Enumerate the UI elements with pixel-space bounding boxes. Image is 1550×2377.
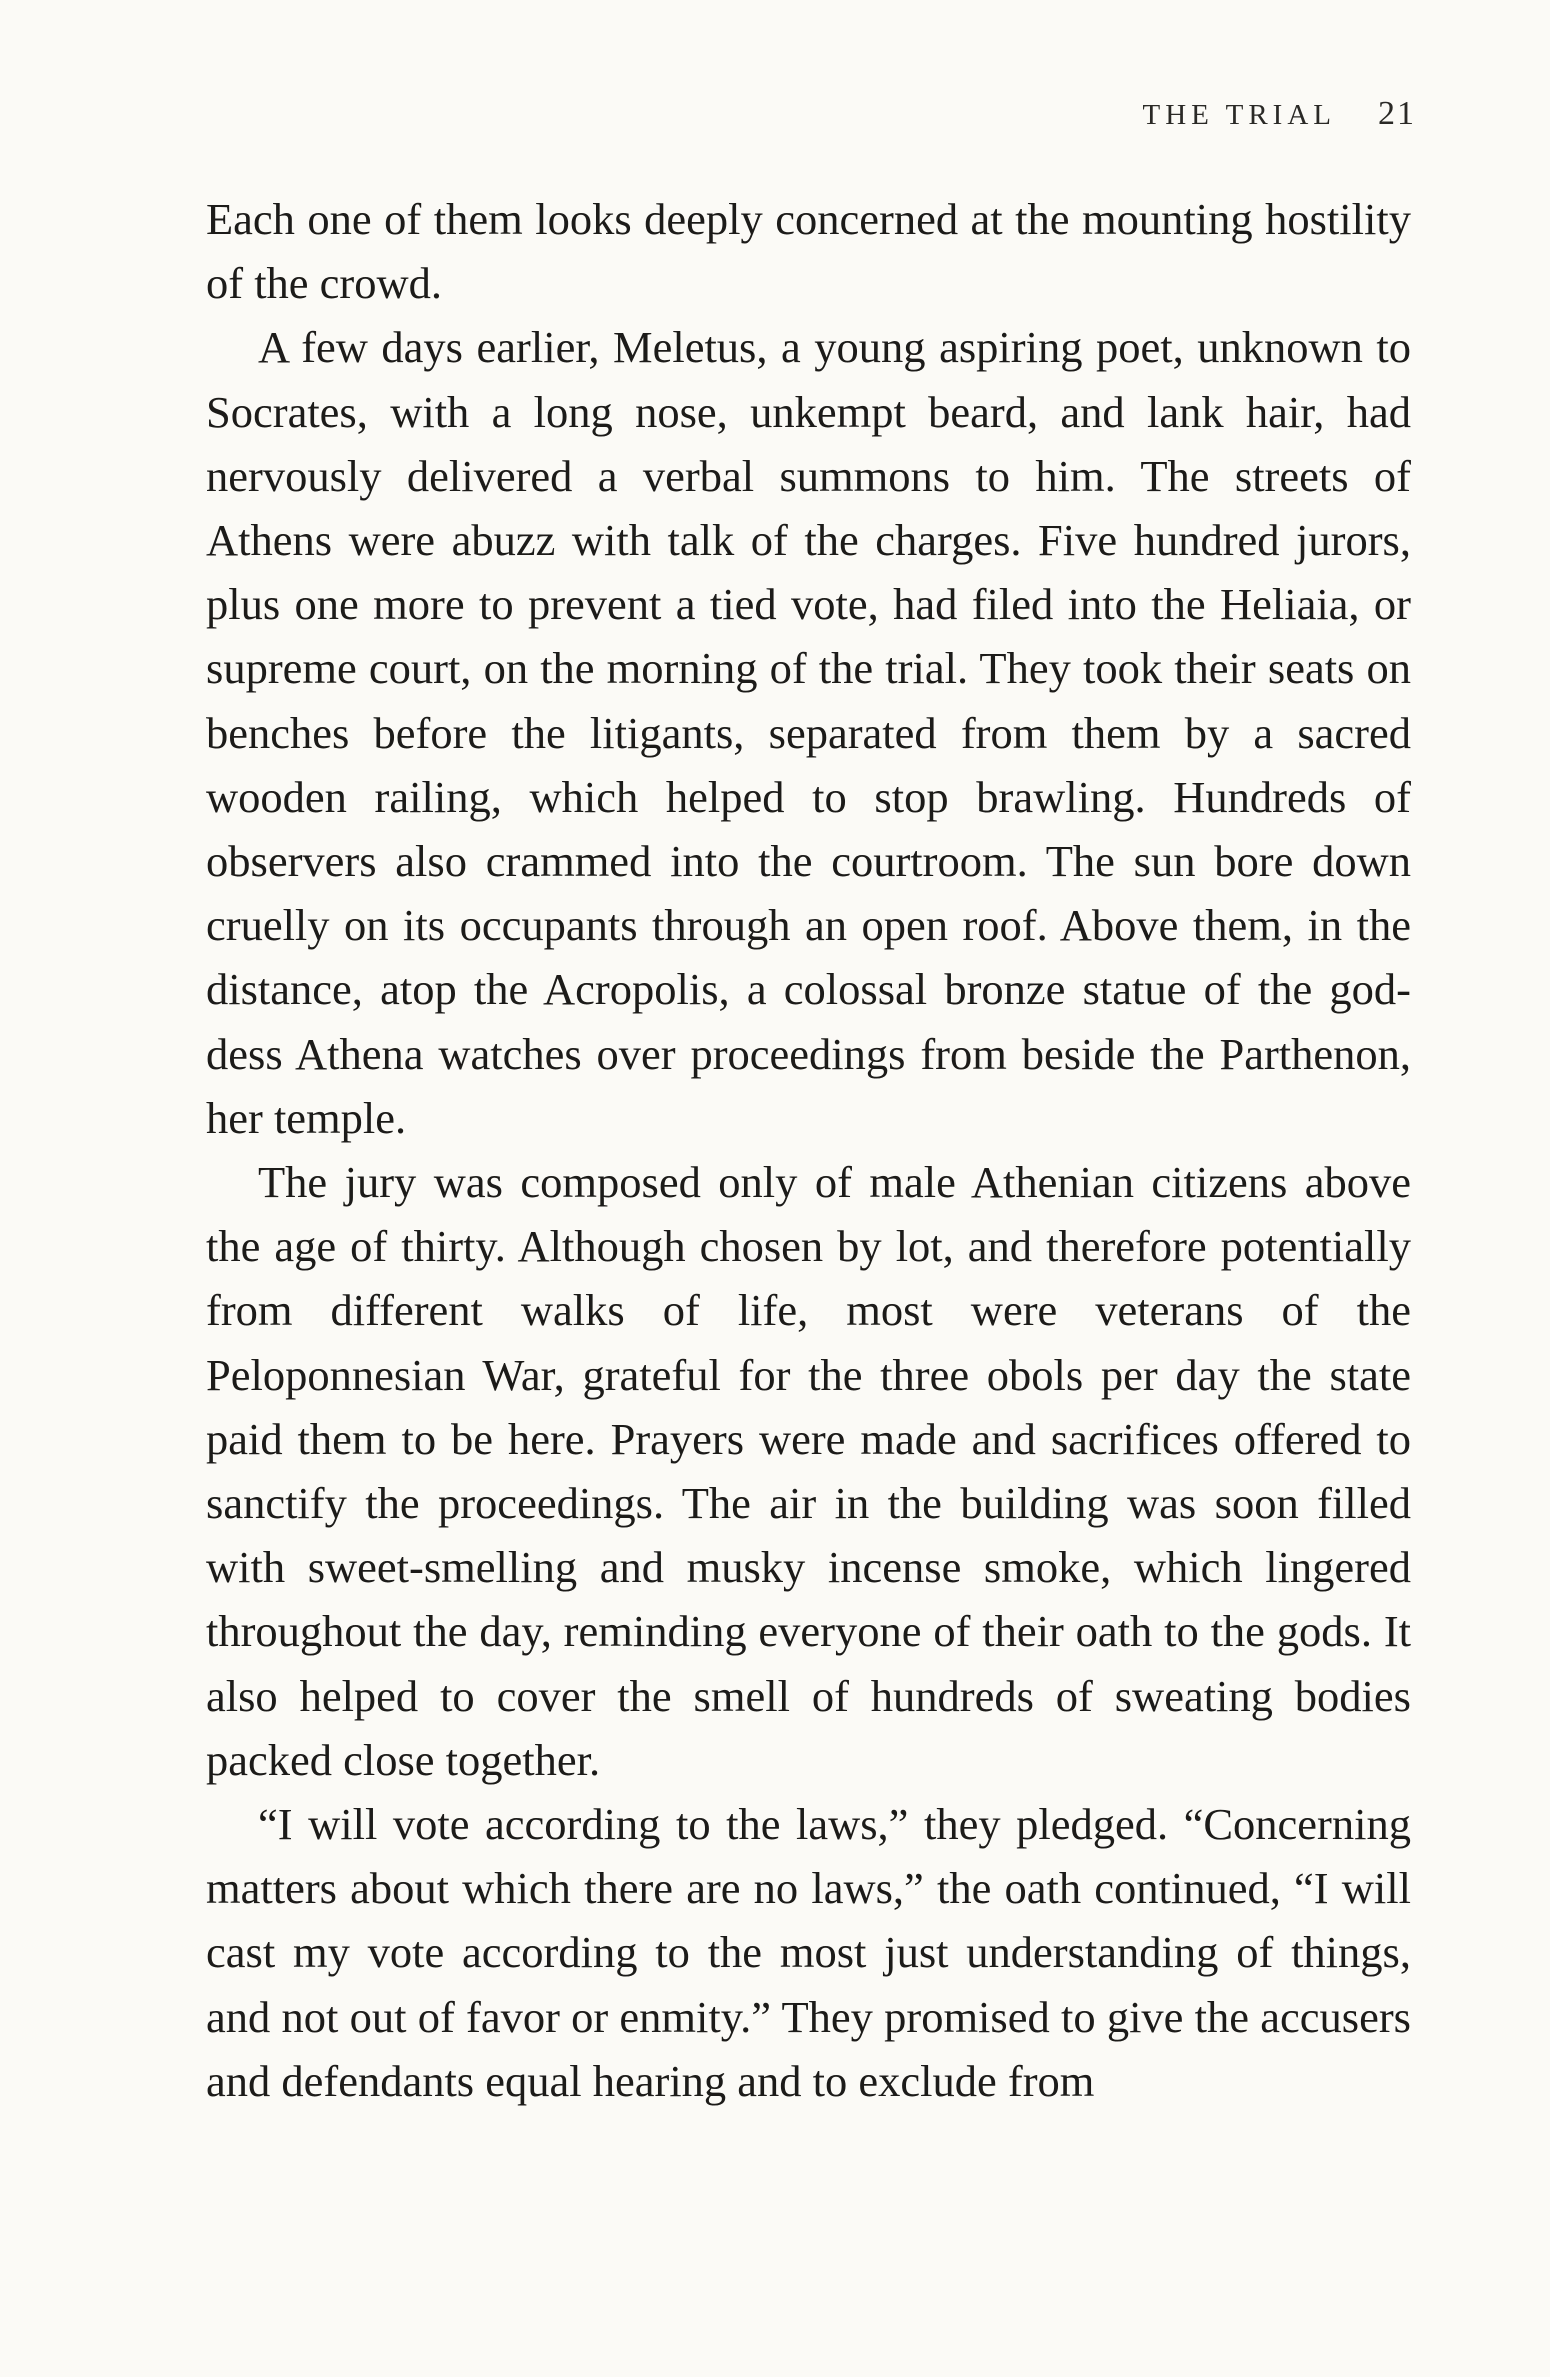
running-title: THE TRIAL: [1142, 99, 1336, 131]
page-number: 21: [1378, 95, 1416, 132]
body-text: [206, 187, 1411, 2113]
paragraph: “I will vote according to the laws,” they pledged. “Concerning matters about which there are no laws,” the oath continued, “I will cast my vote according to the most just understanding of things, and not out of favor or enmity.” They promised to give the accusers and defendants equal hearing and to exclude from: [206, 1799, 1411, 2106]
paragraph: The jury was composed only of male Athenian citizens above the age of thirty. Although chosen by lot, and therefore potentially from different walks of life, most were veterans of the Peloponnesian War, grateful for the three obols per day the state paid them to be here. Prayers were made and sacrifices offered to sanctify the proceedings. The air in the building was soon filled with sweet-smelling and musky incense smoke, which lingered throughout the day, reminding everyone of their oath to the gods. It also helped to cover the smell of hundreds of sweating bodies packed close together.: [206, 1157, 1411, 1785]
running-head: [1143, 95, 1416, 133]
paragraph-continuation: Each one of them looks deeply concerned at the mounting hostility of the crowd.: [206, 194, 1411, 309]
paragraph: A few days earlier, Meletus, a young aspiring poet, unknown to Socrates, with a long nose, unkempt beard, and lank hair, had nervously delivered a verbal summons to him. The streets of Athens were abuzz with talk of the charges. Five hundred jurors, plus one more to prevent a tied vote, had filed into the Heliaia, or supreme court, on the morning of the trial. They took their seats on benches before the litigants, separated from them by a sacred wooden railing, which helped to stop brawling. Hundreds of observers also crammed into the courtroom. The sun bore down cruelly on its occupants through an open roof. Above them, in the distance, atop the Acropolis, a colossal bronze statue of the goddess Athena watches over proceedings from beside the Parthenon, her temple.: [206, 322, 1411, 1143]
